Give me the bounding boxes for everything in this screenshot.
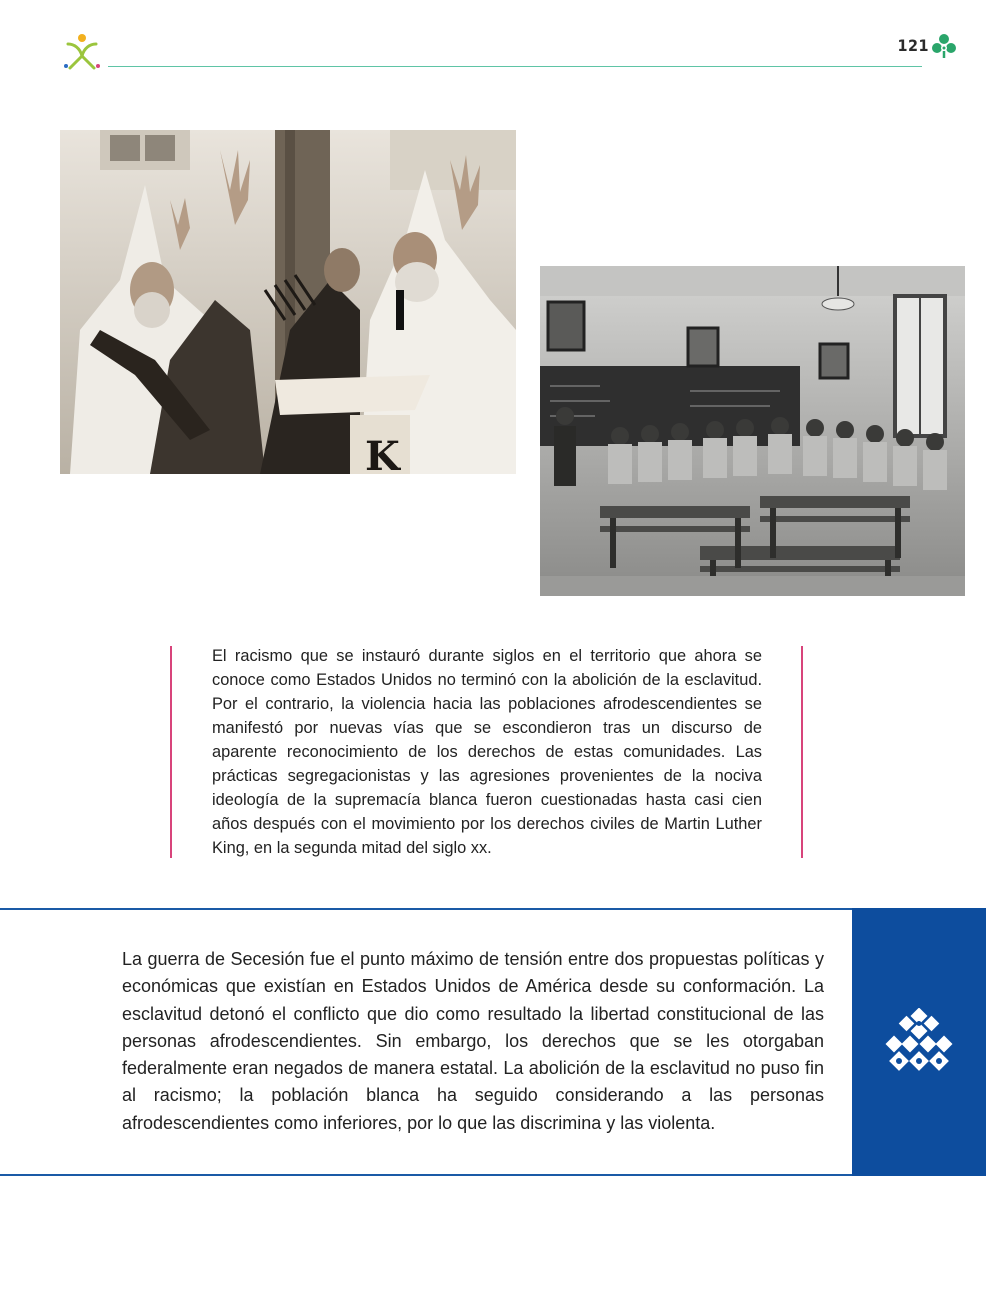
kkk-rally-photo <box>60 130 516 474</box>
quote-text: El racismo que se instauró durante siglos en el territorio que ahora se conoce como Estados Unidos no terminó con la abolición de la esclavitud. Por el contrario, la violencia hacia las poblaciones afrodescendientes se manifestó por nuevas vías que se escondieron tras un discurso de aparente reconocimiento de los derechos de estas comunidades. Las prácticas segregacionistas y las agresiones provenientes de la nociva ideología de la supremacía blanca fueron cuestionadas hasta casi cien años después con el movimiento por los derechos civiles de Martin Luther King, en la segunda mitad del siglo xx. <box>212 647 762 857</box>
clover-icon <box>930 32 958 60</box>
segregated-classroom-photo <box>540 266 965 596</box>
header-rule <box>108 66 922 67</box>
page-number: 121 <box>897 36 929 55</box>
podium-letter: K <box>365 433 400 474</box>
info-box-top-rule <box>0 908 852 910</box>
info-box-text: La guerra de Secesión fue el punto máximo de tensión entre dos propuestas políticas y económicas que existían en Estados Unidos de América desde su conformación. La esclavitud detonó el conflicto que dio como resultado la libertad constitucional de las personas afrodescendientes. Sin embargo, los derechos que se les otorgaban federalmente eran negados de manera estatal. La abolición de la esclavitud no puso fin al racismo; la población blanca ha seguido considerando a las personas afrodescendientes como inferiores, por lo que las discrimina y las violenta. <box>122 949 824 1133</box>
decorative-flower-motif-icon <box>884 1008 954 1076</box>
quote-bar-right <box>801 646 803 858</box>
sprout-figure-icon <box>60 30 104 74</box>
info-box-bottom-rule <box>0 1174 852 1176</box>
quote-bar-left <box>170 646 172 858</box>
